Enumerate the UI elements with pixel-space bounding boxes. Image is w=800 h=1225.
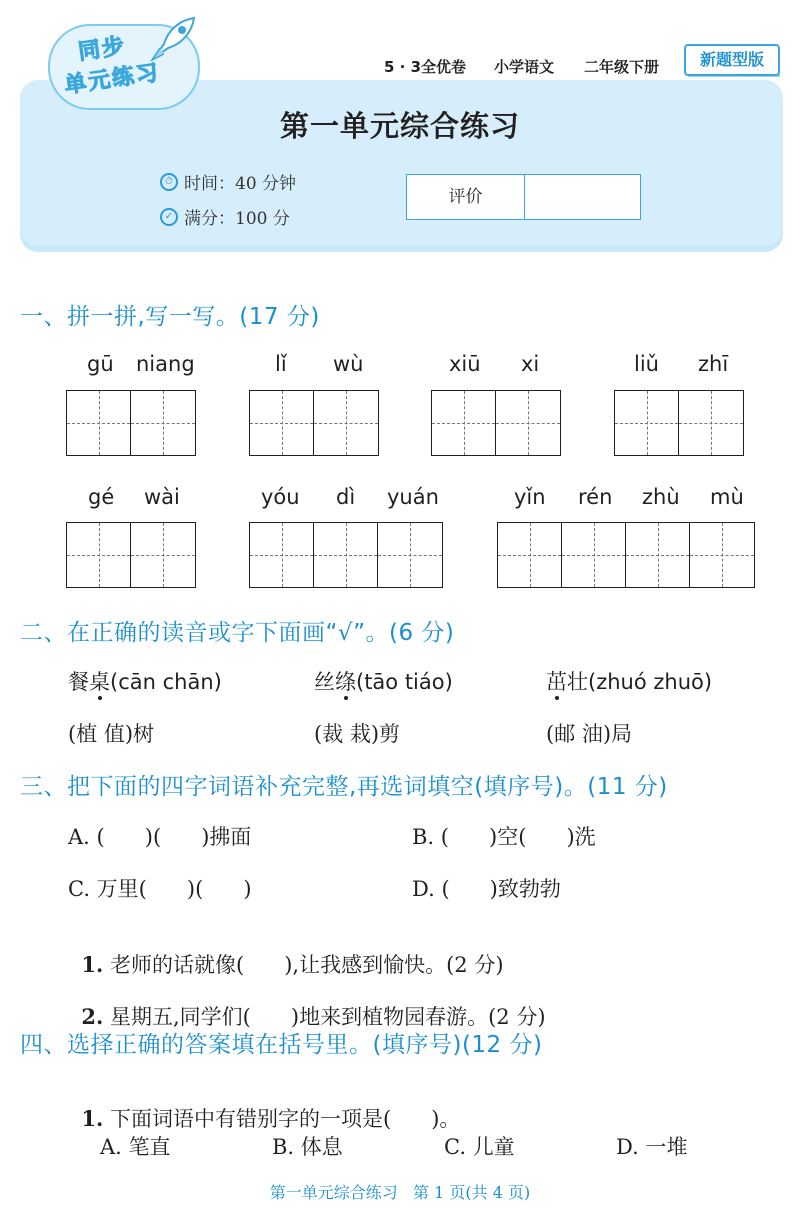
section-3-heading: 三、把下面的四字词语补充完整,再选词填空(填序号)。(11 分) bbox=[20, 774, 668, 800]
page-footer: 第一单元综合练习 第 1 页(共 4 页) bbox=[269, 1183, 531, 1202]
writing-grid[interactable] bbox=[614, 390, 744, 456]
evaluation-box bbox=[406, 174, 641, 220]
pinyin: dì bbox=[336, 485, 356, 509]
pinyin: mù bbox=[710, 485, 744, 509]
writing-grid[interactable] bbox=[66, 522, 196, 588]
writing-grid[interactable] bbox=[249, 390, 379, 456]
pinyin: wù bbox=[333, 352, 364, 376]
pinyin: yuán bbox=[387, 485, 439, 509]
pinyin: yóu bbox=[261, 485, 300, 509]
choice-a: A. 笔直 bbox=[100, 1135, 171, 1159]
pinyin: liǔ bbox=[634, 352, 659, 376]
pinyin: xi bbox=[521, 352, 540, 376]
pinyin: zhù bbox=[642, 485, 680, 509]
clock-icon: ⏱ bbox=[160, 173, 178, 191]
idiom-option-d: D. ( )致勃勃 bbox=[412, 877, 561, 901]
pinyin: gū bbox=[87, 352, 114, 376]
choice-c: C. 儿童 bbox=[444, 1135, 515, 1159]
badge-line-1: 同步 bbox=[76, 33, 128, 66]
char-choice-2: (裁 栽)剪 bbox=[314, 722, 401, 746]
pinyin: gé bbox=[88, 485, 115, 509]
pinyin: xiū bbox=[449, 352, 481, 376]
section-4-heading: 四、选择正确的答案填在括号里。(填序号)(12 分) bbox=[20, 1032, 543, 1058]
writing-grid[interactable] bbox=[431, 390, 561, 456]
evaluation-label: 评价 bbox=[407, 175, 525, 219]
fill-question-2: 2. 星期五,同学们( )地来到植物园春游。(2 分) bbox=[81, 1004, 546, 1029]
section-2-heading: 二、在正确的读音或字下面画“√”。(6 分) bbox=[20, 620, 455, 646]
edition-badge: 新题型版 bbox=[684, 44, 780, 76]
check-circle-icon: ✓ bbox=[160, 208, 178, 226]
writing-grid[interactable] bbox=[497, 522, 755, 588]
choice-b: B. 体息 bbox=[272, 1135, 343, 1159]
meta-subject: 小学语文 bbox=[494, 58, 555, 76]
idiom-option-b: B. ( )空( )洗 bbox=[412, 825, 596, 849]
fill-question-1: 1. 老师的话就像( ),让我感到愉快。(2 分) bbox=[81, 952, 504, 977]
pinyin: yǐn bbox=[514, 485, 546, 509]
reading-item-2: 丝绦(tāo tiáo) bbox=[314, 670, 453, 694]
choice-d: D. 一堆 bbox=[616, 1135, 688, 1159]
writing-grid[interactable] bbox=[249, 522, 443, 588]
page-title: 第一单元综合练习 bbox=[279, 109, 520, 143]
meta-brand: 5 · 3全优卷 bbox=[384, 58, 467, 76]
rocket-icon bbox=[146, 14, 198, 64]
full-score: 满分：100 分 bbox=[184, 209, 290, 229]
choice-question-1: 1. 下面词语中有错别字的一项是( )。 bbox=[81, 1106, 461, 1131]
reading-item-3: 茁壮(zhuó zhuō) bbox=[546, 670, 713, 694]
pinyin: zhī bbox=[698, 352, 729, 376]
writing-grid[interactable] bbox=[66, 390, 196, 456]
pinyin: wài bbox=[144, 485, 180, 509]
meta-grade: 二年级下册 bbox=[584, 58, 660, 76]
pinyin: rén bbox=[578, 485, 613, 509]
char-choice-3: (邮 油)局 bbox=[546, 722, 633, 746]
pinyin: niang bbox=[136, 352, 195, 376]
idiom-option-a: A. ( )( )拂面 bbox=[68, 825, 252, 849]
idiom-option-c: C. 万里( )( ) bbox=[68, 877, 252, 901]
char-choice-1: (植 值)树 bbox=[68, 722, 155, 746]
reading-item-1: 餐桌(cān chān) bbox=[68, 670, 222, 694]
time-limit: 时间：40 分钟 bbox=[184, 174, 297, 194]
pinyin: lǐ bbox=[275, 352, 287, 376]
section-1-heading: 一、拼一拼,写一写。(17 分) bbox=[20, 304, 320, 330]
badge-line-2: 单元练习 bbox=[63, 60, 162, 99]
